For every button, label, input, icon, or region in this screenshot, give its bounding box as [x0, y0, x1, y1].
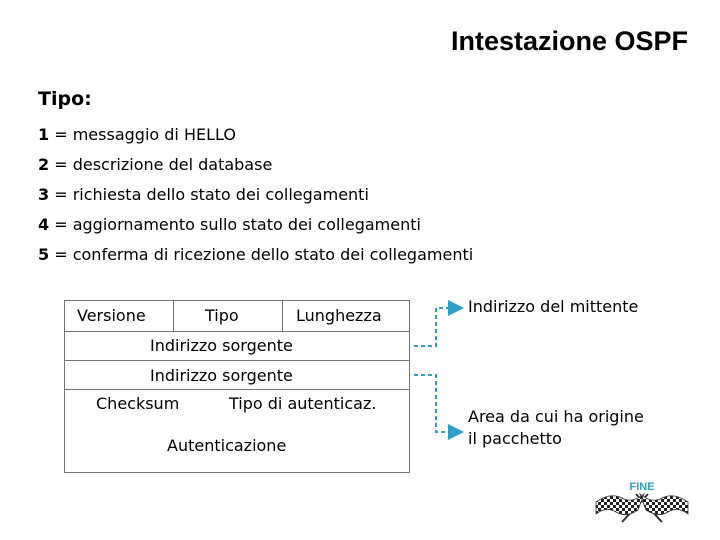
- type-text: = aggiornamento sullo stato dei collegamenti: [49, 215, 421, 234]
- types-heading: Tipo:: [38, 88, 92, 110]
- fine-label: FINE: [629, 481, 655, 493]
- slide-title: Intestazione OSPF: [450, 26, 688, 56]
- type-number: 1: [38, 125, 50, 144]
- type-number: 3: [38, 185, 50, 204]
- label-tipo: Tipo: [205, 306, 239, 325]
- label-checksum: Checksum: [96, 394, 180, 413]
- label-sorgente-1: Indirizzo sorgente: [150, 336, 293, 355]
- note-area-line-2: il pacchetto: [468, 429, 562, 448]
- type-text: = richiesta dello stato dei collegamenti: [49, 185, 369, 204]
- note-mittente: Indirizzo del mittente: [468, 297, 639, 316]
- type-text: = conferma di ricezione dello stato dei collegamenti: [49, 245, 474, 264]
- type-number: 5: [38, 245, 50, 264]
- arrow-area: [414, 375, 460, 432]
- label-autenticazione: Autenticazione: [167, 436, 287, 455]
- label-tipo-autenticazione: Tipo di autenticaz.: [229, 394, 377, 413]
- arrow-mittente: [414, 308, 460, 346]
- type-number: 4: [38, 215, 50, 234]
- label-versione: Versione: [77, 306, 146, 325]
- label-lunghezza: Lunghezza: [296, 306, 382, 325]
- fine-logo[interactable]: [592, 478, 692, 524]
- type-number: 2: [38, 155, 50, 174]
- type-text: = messaggio di HELLO: [49, 125, 236, 144]
- label-sorgente-2: Indirizzo sorgente: [150, 366, 293, 385]
- type-text: = descrizione del database: [49, 155, 273, 174]
- note-area-line-1: Area da cui ha origine: [468, 407, 644, 426]
- checkered-flags-icon: [592, 478, 692, 524]
